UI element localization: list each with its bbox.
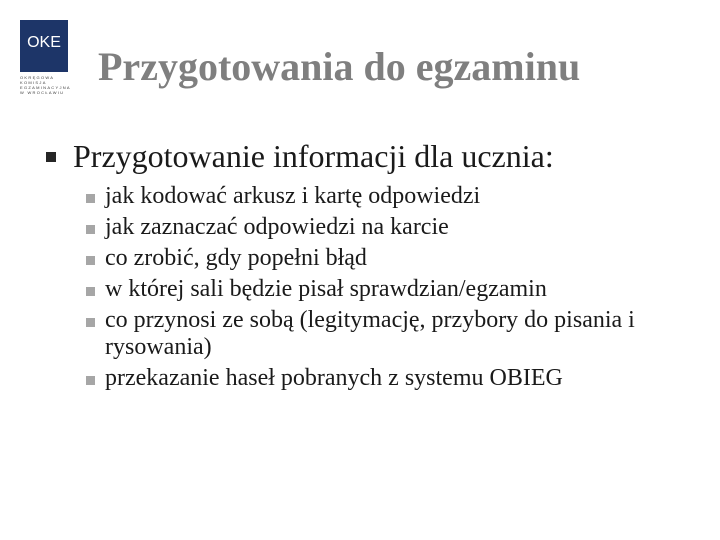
oke-logo-line: EGZAMINACYJNA — [20, 85, 71, 90]
list-item-text: w której sali będzie pisał sprawdzian/egzamin — [105, 276, 547, 302]
oke-logo — [20, 20, 71, 100]
list-item — [86, 245, 706, 272]
list-item-text: jak kodować arkusz i kartę odpowiedzi — [105, 183, 481, 209]
main-bullet — [46, 136, 554, 176]
list-item-text: przekazanie haseł pobranych z systemu OBIEG — [105, 365, 563, 391]
list-item — [86, 276, 706, 303]
oke-logo-caption — [20, 75, 71, 95]
list-item-text: co przynosi ze sobą (legitymację, przybory do pisania i rysowania) — [105, 307, 635, 360]
list-item — [86, 214, 706, 241]
sub-bullet-list — [86, 183, 706, 396]
square-bullet-icon — [86, 287, 95, 296]
oke-logo-line: KOMISJA — [20, 80, 47, 85]
square-bullet-icon — [46, 152, 56, 162]
square-bullet-icon — [86, 256, 95, 265]
slide-title: Przygotowania do egzaminu — [98, 44, 581, 89]
list-item-text: co zrobić, gdy popełni błąd — [105, 245, 367, 271]
square-bullet-icon — [86, 376, 95, 385]
list-item-text: jak zaznaczać odpowiedzi na karcie — [105, 214, 449, 240]
list-item — [86, 307, 706, 361]
square-bullet-icon — [86, 194, 95, 203]
oke-logo-line: W WROCŁAWIU — [20, 90, 65, 95]
oke-logo-mark — [20, 20, 68, 72]
main-bullet-text: Przygotowanie informacji dla ucznia: — [73, 138, 554, 174]
oke-logo-letters: OKE — [27, 34, 61, 51]
list-item — [86, 365, 706, 392]
oke-logo-line: OKRĘGOWA — [20, 75, 55, 80]
list-item — [86, 183, 706, 210]
square-bullet-icon — [86, 225, 95, 234]
square-bullet-icon — [86, 318, 95, 327]
